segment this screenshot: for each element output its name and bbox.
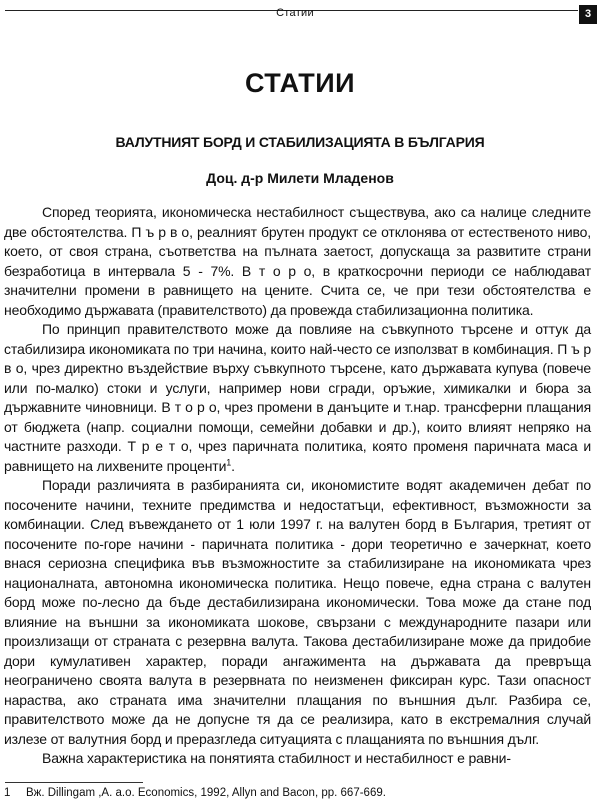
running-title: Статии: [276, 7, 314, 19]
page-number: 3: [579, 5, 597, 24]
section-title: СТАТИИ: [244, 68, 356, 98]
paragraph-4: Важна характеристика на понятията стабилност и нестабилност е равни-: [42, 750, 511, 766]
paragraph-2: [4, 320, 591, 476]
footnote: [4, 786, 594, 800]
footnote-rule: [5, 782, 143, 783]
paragraph-2-text: По принцип правителството може да повлияе на съвкупното търсене и оттук да стабилизира икономиката по три начина, които най-често се използват в комбинация. П ъ р в о, чрез директно въздействие върху съвкупното търсене, като държавата купува (повече или по-малко) стоки и услуги, например нови сгради, оръжие, химикалки и бюра за държавните чиновници. В т о р о, чрез промени в данъците и т.нар. трансферни плащания от бюджета (напр. социални помощи, семейни добавки и др.), които влияят непряко на частните разходи. Т р е т о, чрез паричната политика, която променя паричната маса и равнището на лихвените проценти: [4, 321, 591, 474]
header-rule: [5, 7, 578, 19]
footnote-number: 1: [4, 787, 11, 799]
paragraph-3: Поради различията в разбиранията си, икономистите водят академичен дебат по посочените начини, техните предимства и недостатъци, ефективност, възможности за комбинации. След въвеждането от 1 юли 1997 г. на валутен борд в България, третият от посочените по-горе начини - паричната политика - дори теоретично е зачеркнат, което внася сериозна специфика във възможностите за стабилизиране на икономиката чрез националната, автономна икономическа политика. Нещо повече, една страна с валутен борд може по-лесно да бъде дестабилизирана икономически. Това може да стане под влияние на външни за икономиката шокове, свързани с международните пазари или произлизащи от страната с резервна валута. Такова дестабилизиране може да придобие дори кумулативен характер, поради ангажимента на държавата да превръща неограничено своята валута в резервната по неизменен фиксиран курс. Тази опасност нараства, ако страната има значителни плащания по външния дълг. Разбира се, правителството може да не допусне тя да се реализира, като в екстремалния случай излезе от валутния борд и преразгледа ситуацията с плащанията по външния дълг.: [4, 477, 591, 747]
article-body: [4, 203, 591, 769]
footnote-reference: 1: [226, 456, 232, 467]
author-name: Доц. д-р Милети Младенов: [206, 170, 394, 186]
footnote-text: Вж. Dillingam ,A. a.o. Economics, 1992, Allyn and Bacon, pp. 667-669.: [26, 787, 386, 799]
article-title: ВАЛУТНИЯТ БОРД И СТАБИЛИЗАЦИЯТА В БЪЛГАРИЯ: [115, 134, 485, 150]
paragraph-1: Според теорията, икономическа нестабилност съществува, ако са налице следните две обстоятелства. П ъ р в о, реалният брутен продукт се отклонява от естественото ниво, което, от своя страна, съответства на пълната заетост, допускаща за развитите страни безработица в интервала 5 - 7%. В т о р о, в краткосрочни периоди се наблюдават значителни промени в равнището на цените. Счита се, че при тези обстоятелства е необходимо държавата (правителството) да провежда стабилизационна политика.: [4, 204, 591, 318]
paragraph-2-end: .: [231, 457, 235, 474]
